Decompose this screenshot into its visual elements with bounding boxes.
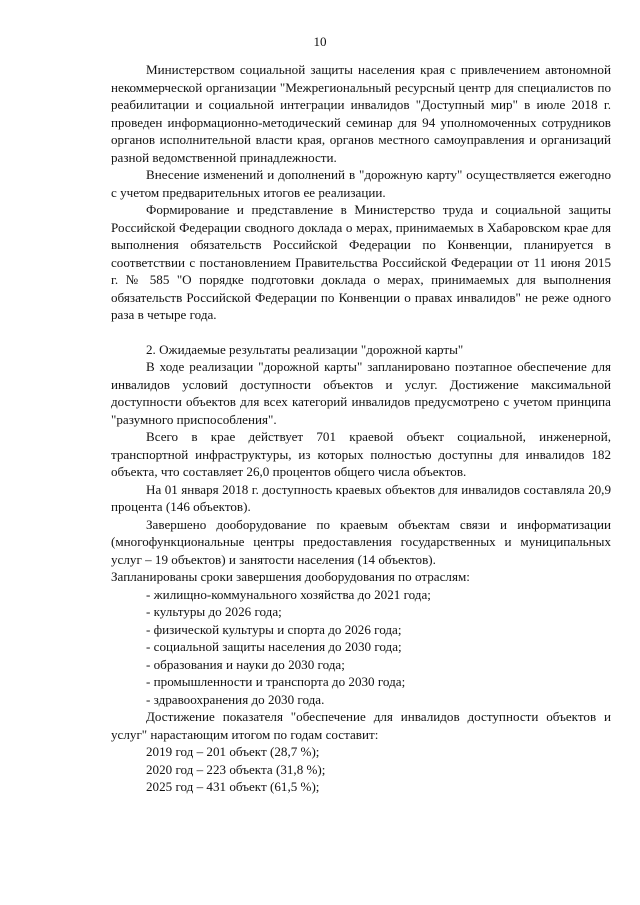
paragraph-seminar: Министерством социальной защиты населения края с привлечением автономной некоммерческой организации "Межрегиональный ресурсный центр для специалистов по реабилитации и социальной интеграции инвалидов "Доступный мир" в июле 2018 г. проведен информационно-методический семинар для 94 уполномоченных сотрудников органов исполнительной власти края, органов местного самоуправления и организаций разной ведомственной принадлежности. (111, 62, 611, 165)
schedule-item: - социальной защиты населения до 2030 года; (146, 639, 402, 654)
yearly-item: 2019 год – 201 объект (28,7 %); (146, 744, 320, 759)
paragraph-total-objects: Всего в крае действует 701 краевой объект социальной, инженерной, транспортной инфраструктуры, из которых полностью доступны для инвалидов 182 объекта, что составляет 26,0 процентов общего числа объектов. (111, 429, 611, 479)
paragraph-report-submission: Формирование и представление в Министерство труда и социальной защиты Российской Федерации сводного доклада о мерах, принимаемых в Хабаровском крае для выполнения обязательств Российской Федерации по Конвенции, планируется в соответствии с постановлением Правительства Российской Федерации от 11 июня 2015 г. № 585 "О порядке подготовки доклада о мерах, принимаемых для выполнения обязательств Российской Федерации по Конвенции о правах инвалидов" не реже одного раза в четыре года. (111, 202, 611, 322)
schedule-item: - образования и науки до 2030 года; (146, 656, 345, 672)
paragraph-accessibility-2018: На 01 января 2018 г. доступность краевых объектов для инвалидов составляла 20,9 процента (146 объектов). (111, 481, 611, 514)
schedule-item: - промышленности и транспорта до 2030 года; (146, 674, 406, 689)
schedule-item: - жилищно-коммунального хозяйства до 2021 года; (146, 586, 431, 602)
page-number: 10 (313, 34, 327, 49)
section-heading: 2. Ожидаемые результаты реализации "дорожной карты" (146, 341, 464, 357)
yearly-item: 2025 год – 431 объект (61,5 %); (146, 779, 320, 794)
paragraph-indicator: Достижение показателя "обеспечение для инвалидов доступности объектов и услуг" нарастающим итогом по годам составит: (111, 709, 611, 742)
paragraph-roadmap-updates: Внесение изменений и дополнений в "дорожную карту" осуществляется ежегодно с учетом предварительных итогов ее реализации. (111, 167, 611, 200)
paragraph-completed-equipment: Завершено дооборудование по краевым объектам связи и информатизации (многофункциональные центры предоставления государственных и муниципальных услуг – 19 объектов) и занятости населения (14 объектов). (111, 516, 611, 567)
yearly-item: 2020 год – 223 объекта (31,8 %); (146, 761, 326, 777)
schedule-item: - физической культуры и спорта до 2026 года; (146, 621, 402, 637)
page-content (111, 61, 611, 796)
paragraph-phased-provision: В ходе реализации "дорожной карты" запланировано поэтапное обеспечение для инвалидов условий доступности объектов и услуг. Достижение максимальной доступности объектов для всех категорий инвалидов предусмотрено с учетом принципа "разумного приспособления". (111, 359, 611, 427)
schedule-intro: Запланированы сроки завершения дооборудования по отраслям: (111, 569, 470, 584)
schedule-item: - здравоохранения до 2030 года. (146, 691, 325, 707)
schedule-item: - культуры до 2026 года; (146, 604, 282, 619)
